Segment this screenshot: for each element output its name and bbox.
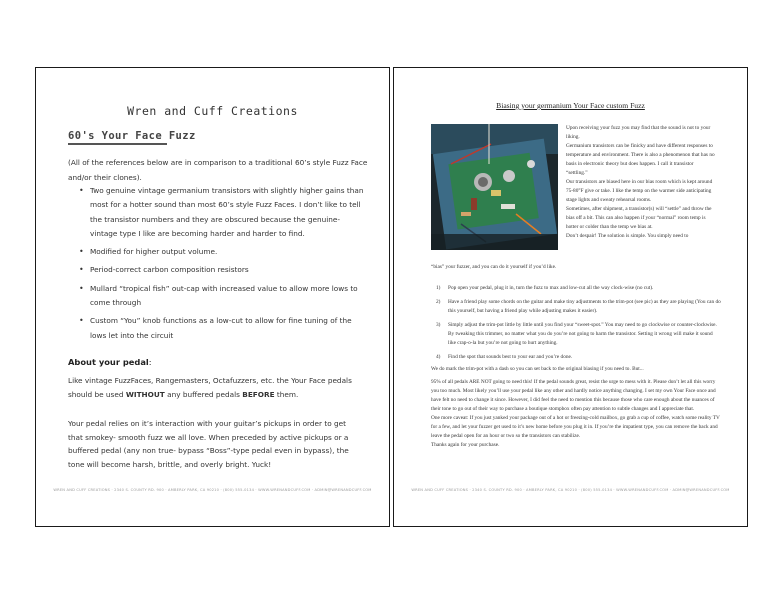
step-text: Have a friend play some chords on the guitar and make tiny adjustments to the trim-pot (see pic) as they are playing (You can do this yourself, but having a friend play while adjusting makes it easier). xyxy=(448,299,721,314)
page-footer: WREN AND CUFF CREATIONS · 2340 S. COUNTY RD. 900 · AMBERLY PARK, CA 90210 · (800) 555-0134 · WWW.WRENANDCUFF.COM · ADMIN@WRENANDCUFF.COM xyxy=(53,488,372,492)
step-text: Simply adjust the trim-pot little by little until you find your “sweet-spot.” You may need to go clockwise or counter-clockwise. By tweaking this trimmer, no matter what you do you’re not going to harm the transistor. Setting it wrong will make it sound like crap-o-la but you’re not going to hurt anything. xyxy=(448,322,717,346)
about-p1-part-c: them. xyxy=(274,389,299,399)
about-p1-part-b: any buffered pedals xyxy=(164,389,243,399)
caveat-section xyxy=(431,378,723,450)
feature-item xyxy=(76,282,366,311)
step-text: Find the spot that sounds best to your ear and you’re done. xyxy=(448,354,573,360)
about-p1-strong-before: BEFORE xyxy=(242,389,275,399)
bias-step xyxy=(436,353,721,362)
bullet-icon: • xyxy=(79,283,84,293)
product-title xyxy=(68,130,196,145)
about-paragraph-1 xyxy=(68,374,363,401)
caveat-paragraph: One more caveat: If you just yanked your package out of a hot or freezing-cold mailbox, go grab a cup of coffee, watch some reality TV for a few, and let your fuzzer get used to it’s new home before you plug it in. If you’re the impatient type, you can remove the back and leave the pedal open for an hour or two so the transistors can stabilize. xyxy=(431,415,720,439)
page-footer: WREN AND CUFF CREATIONS · 2340 S. COUNTY RD. 900 · AMBERLY PARK, CA 90210 · (800) 555-0134 · WWW.WRENANDCUFF.COM · ADMIN@WRENANDCUFF.COM xyxy=(411,488,730,492)
pedal-circuit-photo xyxy=(431,124,558,250)
about-p1-strong-without: WITHOUT xyxy=(125,389,165,399)
about-heading-text: About your pedal xyxy=(68,357,149,367)
bias-intro-paragraph: Our transistors are biased here in our bias room which is kept around 75-80°F give or take. I like the temp on the warmer side anticipating stage lights and sweaty rehearsal rooms. xyxy=(566,179,713,203)
bullet-icon: • xyxy=(79,316,84,326)
step-number: 4) xyxy=(436,354,441,360)
bias-steps-list xyxy=(436,284,721,367)
trim-pot-note: We do mark the trim-pot with a dash so you can set back to the original biasing if you need to. But... xyxy=(431,366,644,372)
feature-item xyxy=(76,263,366,277)
biasing-title: Biasing your germanium Your Face custom Fuzz xyxy=(496,101,645,110)
bias-step xyxy=(436,298,721,316)
bias-intro-paragraph: Germanium transistors can be finicky and have different responses to temperature and environment. There is also a phenomenon that has no basis in electronic theory but does happen. I call it transistor “settling.” xyxy=(566,143,715,176)
caveat-paragraph: 95% of all pedals ARE NOT going to need this! If the pedal sounds great, resist the urge to mess with it. Please don’t let all this worry you too much. Most likely you’ll use your pedal like any other and hardly notice anything changing. I set my own Your Face once and have felt no need to change it since. However, I did feel the need to mention this because those who care enough about the nuances of their tone to go out of their way to purchase a boutique stompbox often pay attention to subtle changes and I appreciate that. xyxy=(431,379,716,412)
bias-continuation: “bias” your fuzzer, and you can do it yourself if you’d like. xyxy=(431,264,557,270)
bias-step xyxy=(436,321,721,348)
about-paragraph-2: Your pedal relies on it’s interaction with your guitar’s pickups in order to get that smokey- smooth fuzz we all love. When preceded by active pickups or a buffered pedal (any non true- bypass “Boss”-type pedal even in bypass), the tone will become harsh, brittle, and overly bright. Yuck! xyxy=(68,419,349,469)
bullet-icon: • xyxy=(79,247,84,257)
feature-text: Mullard “tropical fish” out-cap with increased value to allow more lows to come through xyxy=(90,283,358,308)
feature-item xyxy=(76,314,366,343)
product-title-text: 60's Your Face Fuzz xyxy=(68,130,196,142)
step-number: 3) xyxy=(436,322,441,328)
bias-intro-paragraph: Don’t despair! The solution is simple. You simply need to xyxy=(566,233,689,239)
bias-intro-paragraph: Sometimes, after shipment, a transistor(s) will “settle” and throw the bias off a bit. This can also happen if your “normal” room temp is hotter or colder than the temp we bias at. xyxy=(566,206,712,230)
feature-item xyxy=(76,245,366,259)
feature-list xyxy=(76,184,366,347)
feature-text: Period-correct carbon composition resistors xyxy=(90,265,249,275)
bias-intro-column xyxy=(566,124,716,241)
step-number: 2) xyxy=(436,299,441,305)
feature-text: Modified for higher output volume. xyxy=(90,247,218,257)
feature-item xyxy=(76,184,366,241)
bullet-icon: • xyxy=(79,265,84,275)
thanks-paragraph: Thanks again for your purchase. xyxy=(431,442,500,448)
brand-title: Wren and Cuff Creations xyxy=(127,104,298,118)
feature-text: Custom “You” knob functions as a low-cut to allow for fine tuning of the lows let into the circuit xyxy=(90,316,352,340)
bias-intro-paragraph: Upon receiving your fuzz you may find that the sound is not to your liking. xyxy=(566,125,711,140)
about-heading-colon: : xyxy=(148,357,152,367)
pedal-photo-illustration xyxy=(431,124,558,250)
product-title-underline xyxy=(68,143,167,145)
right-page xyxy=(393,67,748,527)
about-heading xyxy=(68,357,152,367)
about-p1-part-a: Like vintage FuzzFaces, Rangemasters, Octafuzzers, etc. the Your Face pedals should be used xyxy=(68,376,352,399)
step-number: 1) xyxy=(436,285,441,291)
feature-text: Two genuine vintage germanium transistors with slightly higher gains than most for a hotter sound than most 60’s style Fuzz Faces. I don’t like to tell the transistor numbers and they are obscured because the genuine-vintage type I like are becoming harder and harder to find. xyxy=(90,186,364,238)
bias-step xyxy=(436,284,721,293)
bullet-icon: • xyxy=(79,186,84,195)
intro-paragraph: (All of the references below are in comparison to a traditional 60’s style Fuzz Face and/or their clones). xyxy=(68,158,368,182)
left-page xyxy=(35,67,390,527)
step-text: Pop open your pedal, plug it in, turn the fuzz to max and low-cut all the way clock-wise (no cut). xyxy=(448,285,654,291)
